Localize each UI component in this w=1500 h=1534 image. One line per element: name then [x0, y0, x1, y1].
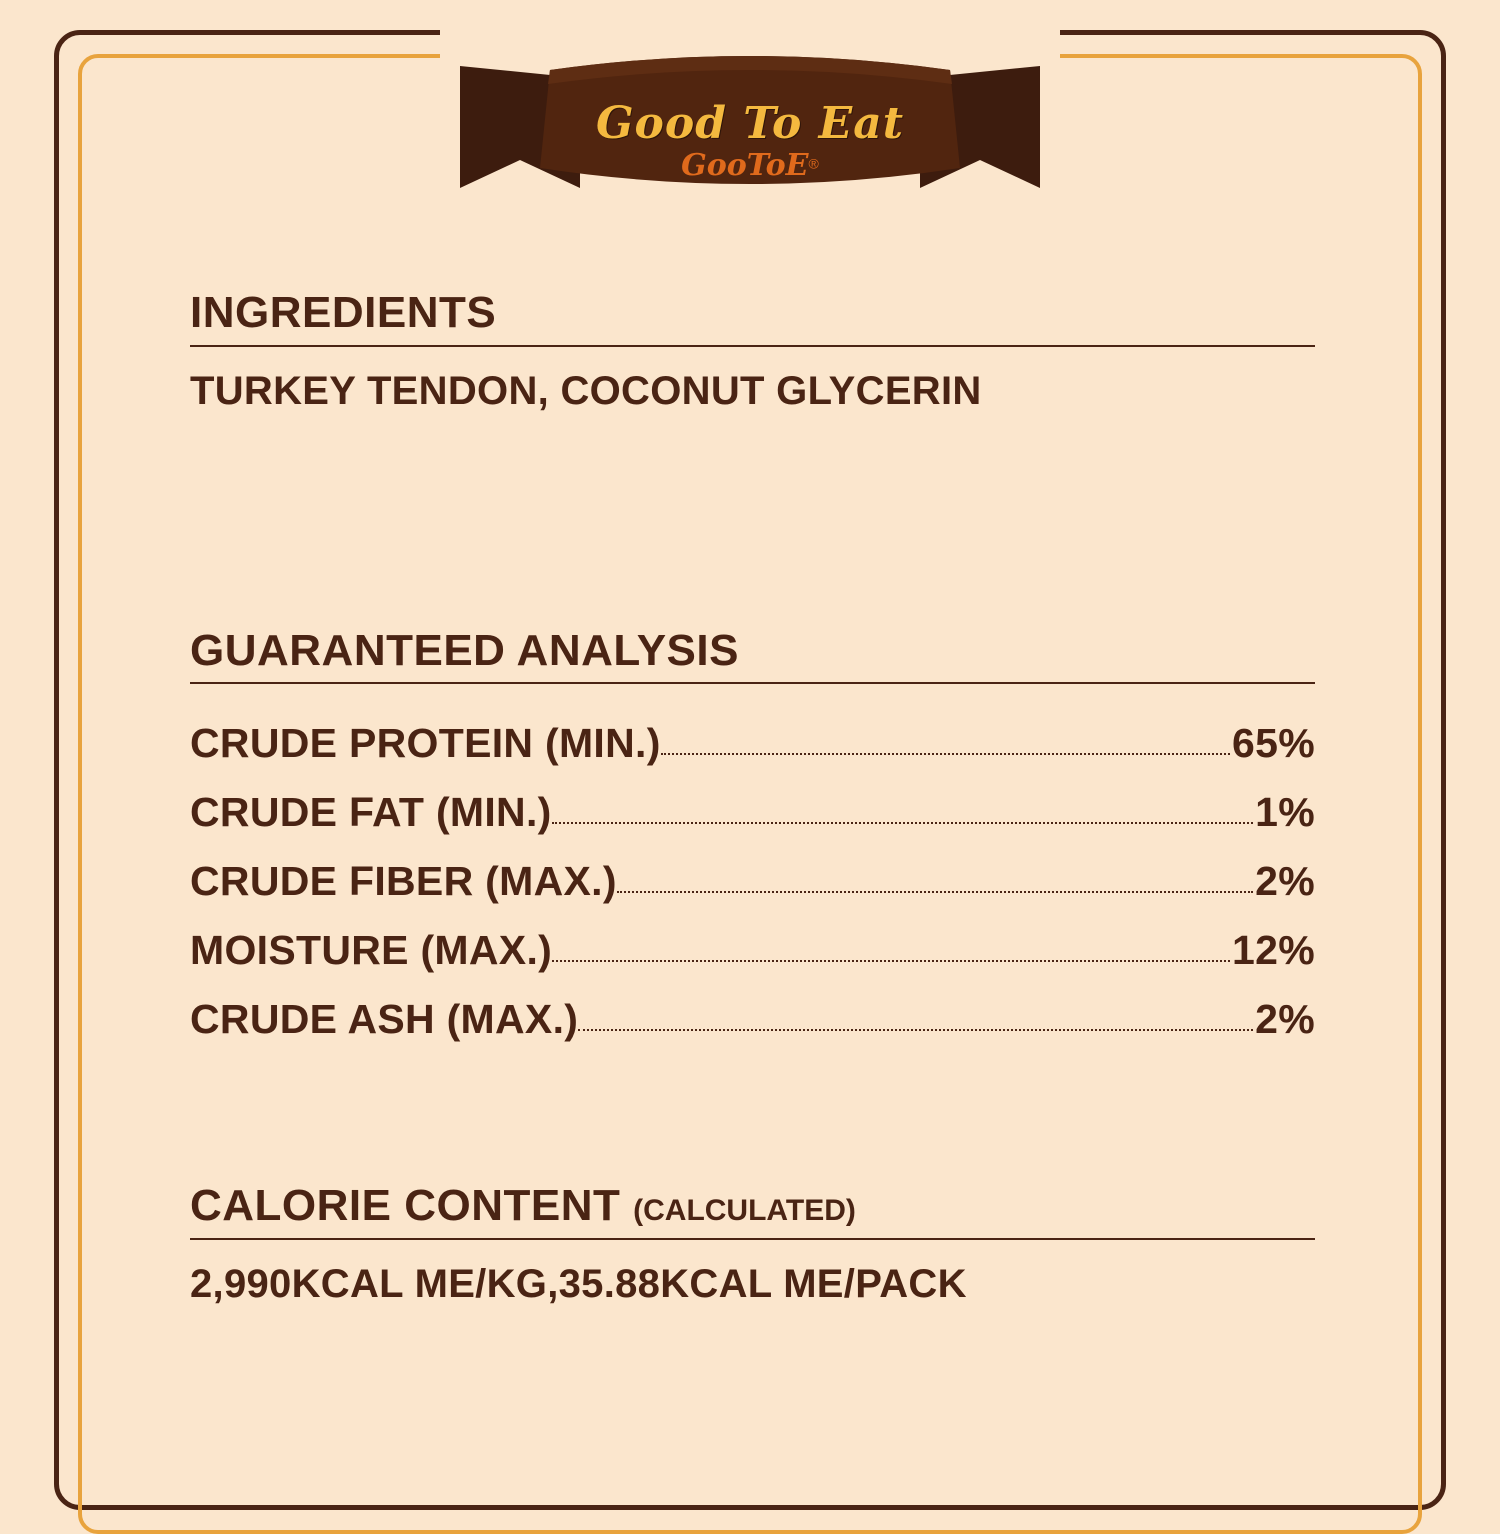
calorie-content-section [190, 1183, 1315, 1307]
analysis-row-value: 2% [1255, 858, 1315, 905]
brand-ribbon-banner [460, 48, 1040, 208]
analysis-row [190, 858, 1315, 905]
registered-mark-icon: ® [808, 155, 819, 172]
leader-dots [552, 821, 1254, 824]
guaranteed-analysis-heading: GUARANTEED ANALYSIS [190, 628, 1315, 685]
analysis-row-value: 12% [1232, 927, 1315, 974]
analysis-row-value: 65% [1232, 720, 1315, 767]
label-content [190, 290, 1315, 1307]
analysis-row [190, 927, 1315, 974]
calorie-content-heading-main: CALORIE CONTENT [190, 1181, 621, 1231]
ingredients-heading: INGREDIENTS [190, 290, 1315, 347]
analysis-row-value: 2% [1255, 996, 1315, 1043]
analysis-row [190, 720, 1315, 767]
leader-dots [661, 752, 1230, 755]
brand-logo [460, 148, 1040, 183]
leader-dots [578, 1028, 1253, 1031]
analysis-row-label: CRUDE FIBER (MAX.) [190, 858, 617, 905]
analysis-row-label: MOISTURE (MAX.) [190, 927, 553, 974]
analysis-row-value: 1% [1255, 789, 1315, 836]
analysis-row-label: CRUDE FAT (MIN.) [190, 789, 552, 836]
leader-dots [617, 890, 1253, 893]
leader-dots [552, 959, 1230, 962]
spacer-1 [190, 414, 1315, 628]
analysis-row-label: CRUDE PROTEIN (MIN.) [190, 720, 661, 767]
guaranteed-analysis-section [190, 625, 1315, 1044]
calorie-content-text: 2,990KCAL ME/KG,35.88KCAL ME/PACK [190, 1261, 967, 1306]
analysis-row-label: CRUDE ASH (MAX.) [190, 996, 579, 1043]
guaranteed-analysis-rows [190, 684, 1315, 1043]
analysis-row [190, 789, 1315, 836]
spacer-2 [190, 1043, 1315, 1183]
calorie-content-heading-suffix: (CALCULATED) [633, 1194, 856, 1228]
brand-logo-text: GooToE [681, 148, 809, 183]
ingredients-text: TURKEY TENDON, COCONUT GLYCERIN [190, 368, 982, 413]
analysis-row [190, 996, 1315, 1043]
ingredients-section [190, 290, 1315, 414]
calorie-content-heading [190, 1183, 1315, 1240]
brand-title: Good To Eat [595, 98, 905, 149]
